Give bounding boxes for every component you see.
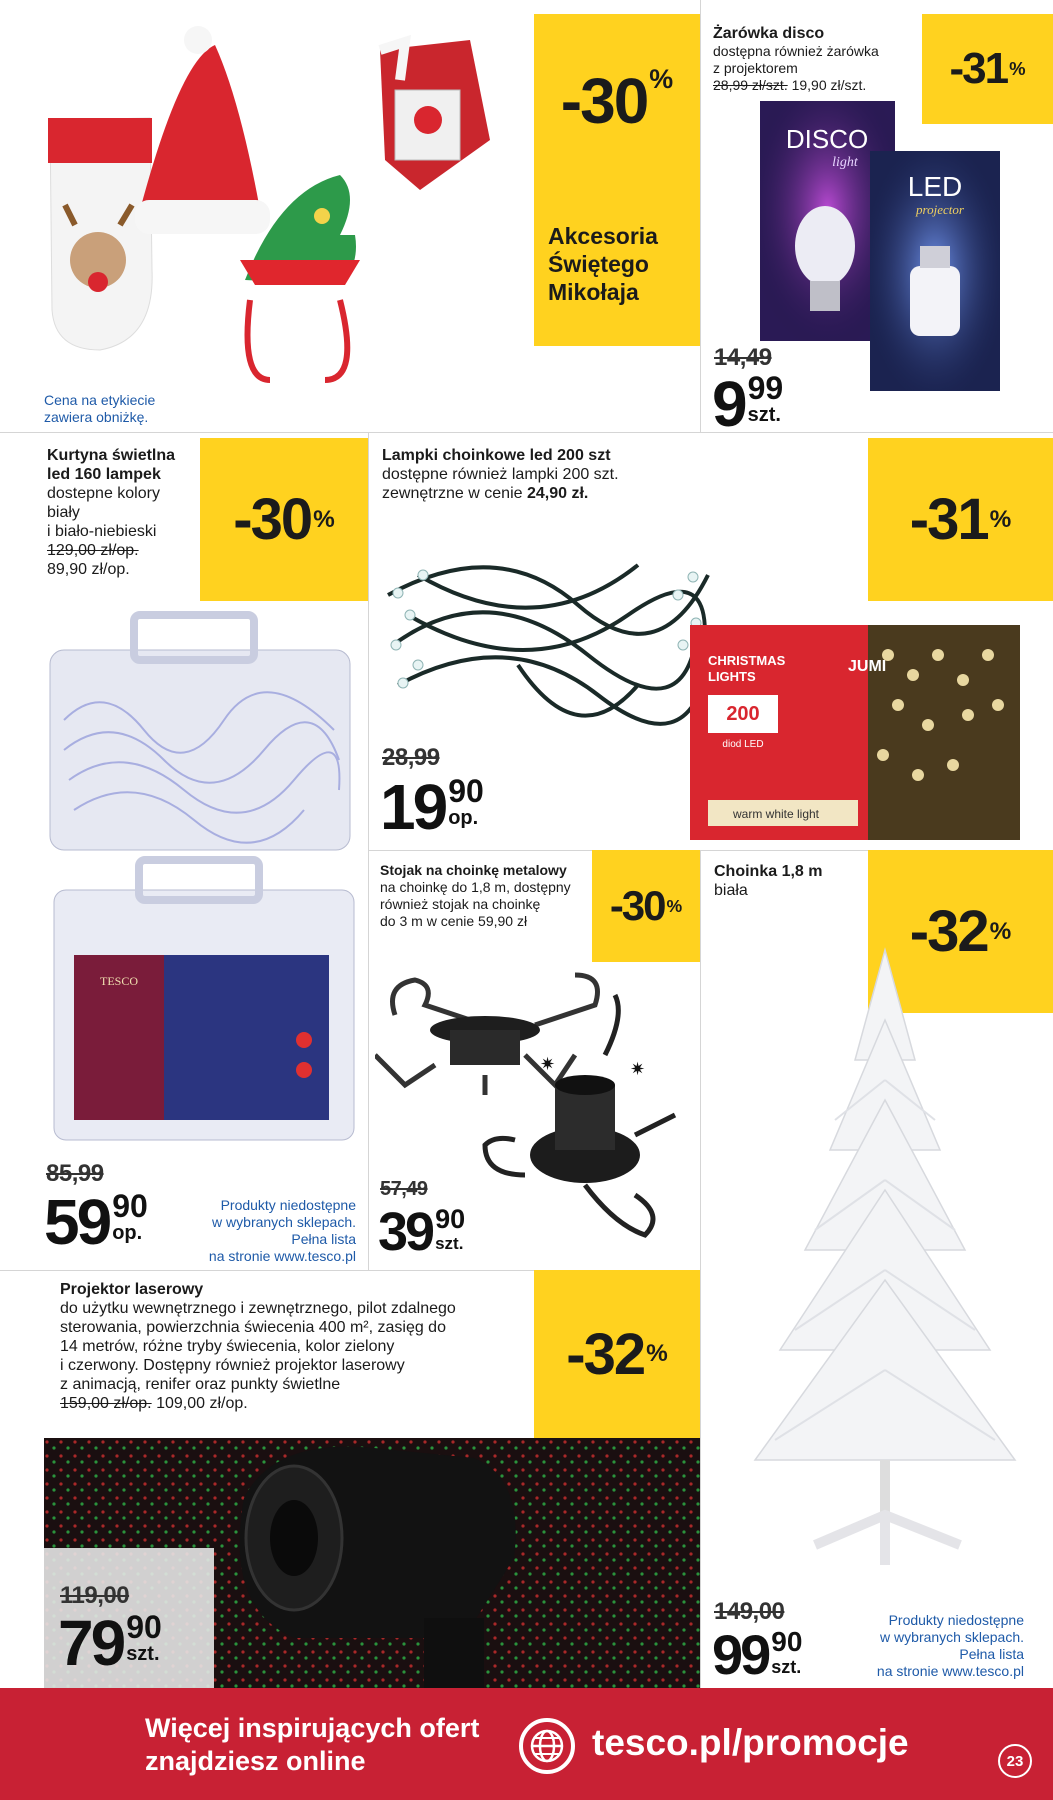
svg-text:projector: projector <box>916 202 964 217</box>
old-price: 57,49 <box>380 1178 428 1200</box>
curtain-lights-photo <box>44 610 360 1150</box>
old-price: 119,00 <box>60 1582 130 1609</box>
divider <box>368 432 369 1270</box>
discount-badge: -30 % <box>200 438 368 601</box>
discount-badge: -30 % <box>534 14 700 346</box>
promo-link[interactable]: tesco.pl/promocje <box>592 1722 909 1763</box>
discount-badge: -31 % <box>868 438 1053 601</box>
offer-title: Choinka 1,8 m <box>714 863 823 880</box>
offer-title: Projektor laserowy <box>60 1281 204 1298</box>
white-tree-photo <box>715 940 1035 1590</box>
box-label: LED <box>907 171 963 202</box>
offer-text: Kurtyna świetlna led 160 lampek dostepne kolory biały i biało-niebieski 129,00 zł/op. 89,90 zł/op. <box>47 447 176 578</box>
current-price: 99 90 szt. <box>712 1623 803 1686</box>
svg-text:warm white light: warm white light <box>732 807 820 821</box>
box-label: CHRISTMAS <box>708 653 786 668</box>
svg-text:✷: ✷ <box>540 1054 556 1075</box>
current-price: 59 90 op. <box>44 1186 148 1258</box>
current-price: 9 99 szt. <box>712 368 784 440</box>
offer-title: Lampki choinkowe led 200 szt <box>382 447 611 464</box>
current-price: 39 90 szt. <box>378 1202 466 1262</box>
svg-text:diod LED: diod LED <box>722 739 764 750</box>
disco-bulb-photo <box>755 96 1005 396</box>
discount-value: -30 <box>560 65 648 137</box>
footer-message: Więcej inspirujących ofert znajdziesz online <box>145 1713 480 1776</box>
discount-badge: -32 % <box>534 1270 700 1438</box>
price-note: Cena na etykiecie zawiera obniżkę. <box>44 392 156 425</box>
svg-text:200: 200 <box>726 703 760 725</box>
offer-text: Lampki choinkowe led 200 szt dostępne również lampki 200 szt. zewnętrzne w cenie 24,90 zł. <box>382 447 619 502</box>
globe-icon <box>519 1718 575 1774</box>
offer-title: Stojak na choinkę metalowy <box>380 862 567 878</box>
offer-text: Żarówka disco dostępna również żarówka z projektorem 28,99 zł/szt. 19,90 zł/szt. <box>713 25 879 93</box>
offer-text: Stojak na choinkę metalowy na choinkę do 1,8 m, dostępny również stojak na choinkę do 3 m w cenie 59,90 zł <box>380 862 571 929</box>
page-number: 23 <box>998 1744 1032 1778</box>
discount-badge: -30 % <box>592 850 700 962</box>
footer-banner <box>0 1688 1053 1800</box>
old-price: 85,99 <box>46 1160 104 1187</box>
divider <box>700 0 701 432</box>
offer-text: Projektor laserowy do użytku wewnętrznego i zewnętrznego, pilot zdalnego sterowania, powierzchnia świecenia 400 m², zasięg do 14 metrów, różne tryby świecenia, kolor zielony i czerwony. Dostępny również projektor laserowy z animacją, renifer oraz punkty świetlne 159,00 zł/op. 109,00 zł/op. <box>60 1281 456 1412</box>
offer-title: Akcesoria Świętego Mikołaja <box>548 223 658 305</box>
box-label: TESCO <box>99 974 139 988</box>
old-price: 28,99 <box>382 744 440 771</box>
old-price: 149,00 <box>714 1598 785 1625</box>
brand-label: JUMI <box>848 658 887 675</box>
current-price: 19 90 op. <box>380 771 484 843</box>
discount-badge: -31 % <box>922 14 1053 124</box>
divider <box>700 850 701 1688</box>
offer-title: Żarówka disco <box>713 25 825 42</box>
svg-text:light: light <box>832 155 858 170</box>
svg-text:✷: ✷ <box>630 1059 646 1080</box>
old-price: 14,49 <box>714 344 772 371</box>
santa-accessories-photo <box>40 20 530 400</box>
availability-note: Produkty niedostępne w wybranych sklepach. Pełna lista na stronie www.tesco.pl <box>876 1612 1024 1679</box>
availability-note: Produkty niedostępne w wybranych sklepach. Pełna lista na stronie www.tesco.pl <box>208 1197 356 1264</box>
divider <box>0 432 1053 433</box>
current-price: 79 90 szt. <box>58 1607 162 1679</box>
discount-badge: -32 % <box>868 850 1053 1013</box>
box-label: DISCO <box>785 124 869 154</box>
svg-text:LIGHTS: LIGHTS <box>708 669 756 684</box>
offer-text: Choinka 1,8 m biała <box>714 863 823 899</box>
